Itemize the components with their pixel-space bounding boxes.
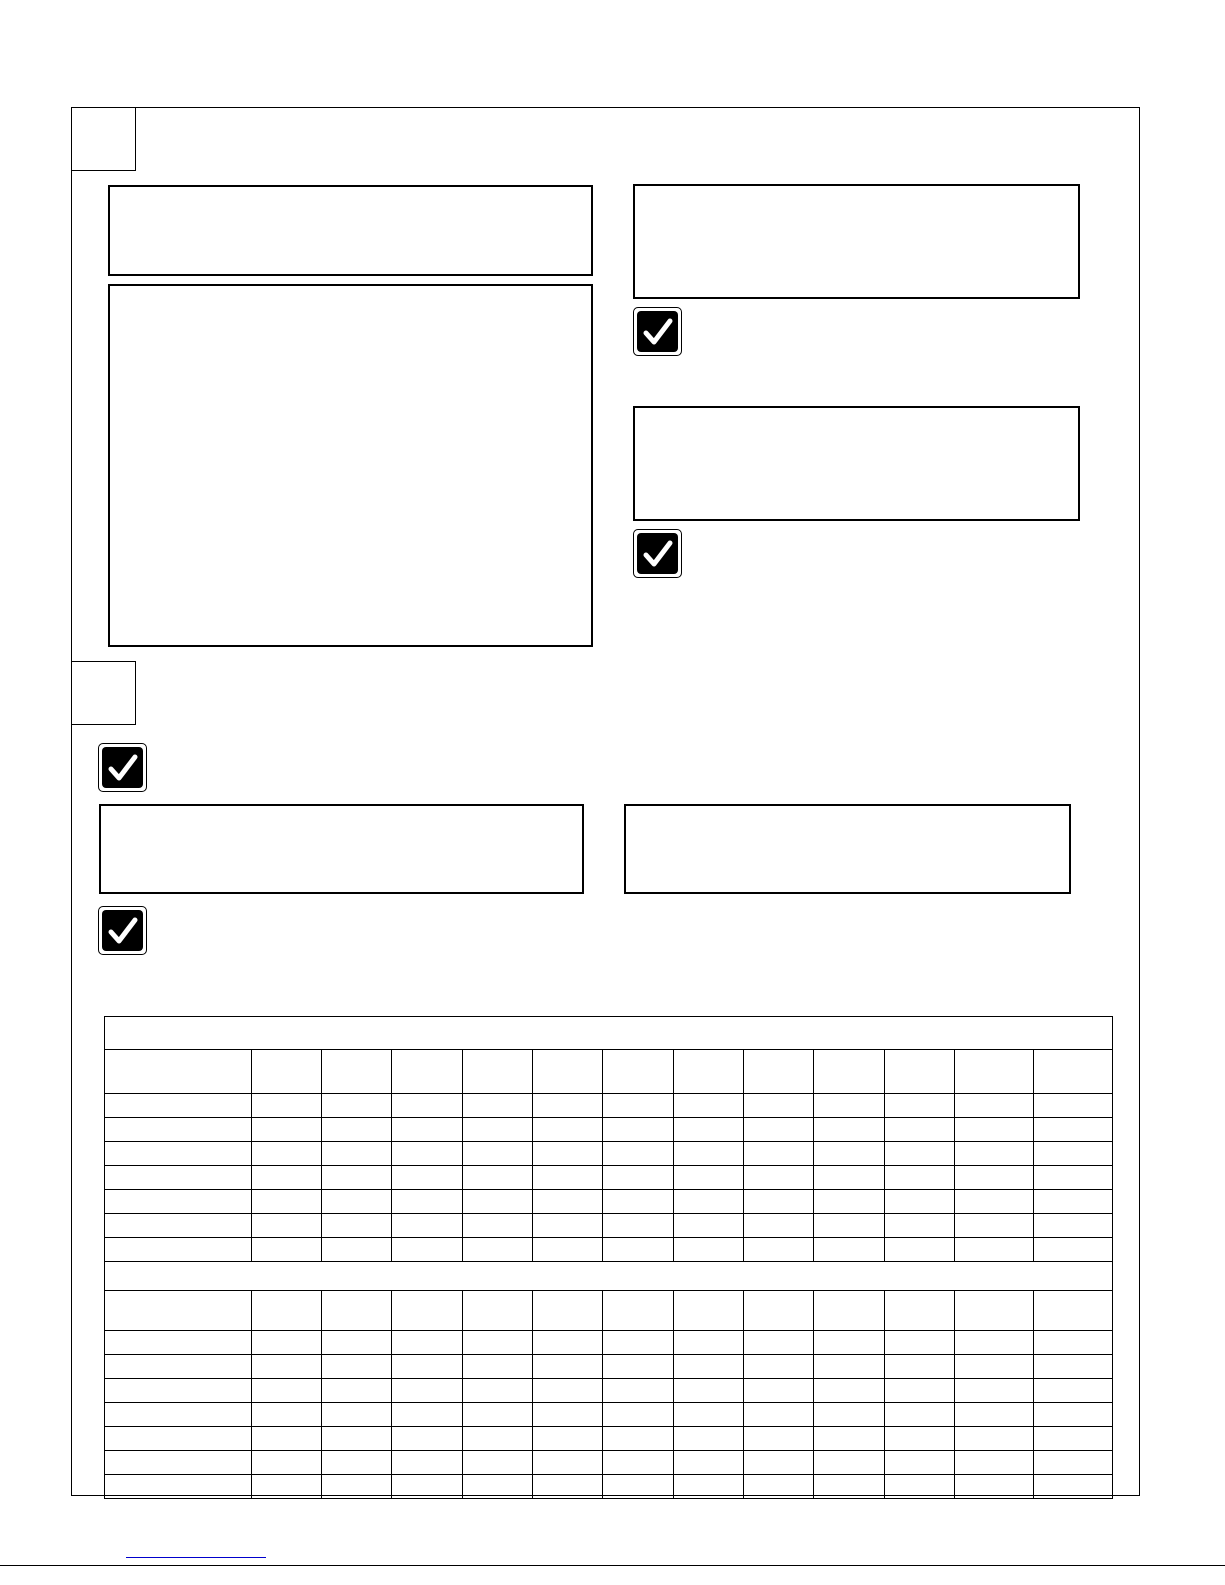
table-cell: [251, 1094, 321, 1118]
table-cell: [954, 1166, 1033, 1190]
table-cell: [884, 1142, 954, 1166]
table-cell: [603, 1214, 673, 1238]
footer-rule: [0, 1565, 1225, 1566]
table-cell: [322, 1214, 392, 1238]
table-section-title: [105, 1017, 1113, 1050]
table-header-cell: [462, 1291, 532, 1331]
table-cell: [884, 1331, 954, 1355]
table-cell: [954, 1214, 1033, 1238]
table-cell: [322, 1142, 392, 1166]
table-header-cell: [884, 1291, 954, 1331]
table-cell: [392, 1475, 462, 1499]
table-header-cell: [462, 1050, 532, 1094]
table-cell: [1034, 1214, 1113, 1238]
table-cell: [603, 1355, 673, 1379]
table-cell: [105, 1142, 252, 1166]
table-cell: [673, 1094, 743, 1118]
table-cell: [533, 1451, 603, 1475]
table-cell: [392, 1190, 462, 1214]
table-cell: [814, 1166, 884, 1190]
table-cell: [954, 1238, 1033, 1262]
table-cell: [743, 1166, 813, 1190]
table-cell: [533, 1238, 603, 1262]
table-cell: [322, 1118, 392, 1142]
table-section-title: [105, 1262, 1113, 1291]
table-row: [105, 1190, 1113, 1214]
table-row: [105, 1094, 1113, 1118]
table-cell: [392, 1331, 462, 1355]
table-cell: [954, 1094, 1033, 1118]
table-cell: [322, 1427, 392, 1451]
table-header-cell: [743, 1291, 813, 1331]
table-cell: [251, 1238, 321, 1262]
table-cell: [462, 1475, 532, 1499]
table-cell: [814, 1427, 884, 1451]
table-cell: [814, 1190, 884, 1214]
table-header-cell: [814, 1291, 884, 1331]
table-cell: [251, 1451, 321, 1475]
table-cell: [251, 1403, 321, 1427]
text-box-lower-left: [99, 804, 584, 894]
table-cell: [1034, 1094, 1113, 1118]
table-cell: [884, 1355, 954, 1379]
table-cell: [673, 1118, 743, 1142]
table-cell: [743, 1451, 813, 1475]
table-cell: [884, 1166, 954, 1190]
table-cell: [462, 1379, 532, 1403]
table-section-title-cell: [105, 1017, 1113, 1050]
table-cell: [884, 1379, 954, 1403]
table-cell: [1034, 1427, 1113, 1451]
table-cell: [884, 1118, 954, 1142]
text-box-top-left: [108, 185, 593, 276]
table-cell: [603, 1451, 673, 1475]
table-cell: [814, 1475, 884, 1499]
table-cell: [954, 1355, 1033, 1379]
table-cell: [462, 1355, 532, 1379]
table-cell: [392, 1214, 462, 1238]
table-cell: [322, 1355, 392, 1379]
table-cell: [603, 1379, 673, 1403]
table-cell: [673, 1166, 743, 1190]
table-cell: [1034, 1475, 1113, 1499]
table-cell: [392, 1379, 462, 1403]
table-header-cell: [743, 1050, 813, 1094]
table-header-cell: [603, 1291, 673, 1331]
table-cell: [462, 1331, 532, 1355]
table-cell: [673, 1379, 743, 1403]
table-cell: [884, 1403, 954, 1427]
table-cell: [322, 1238, 392, 1262]
table-cell: [462, 1427, 532, 1451]
table-cell: [743, 1403, 813, 1427]
table-header-cell: [392, 1050, 462, 1094]
table-cell: [322, 1331, 392, 1355]
table-cell: [462, 1190, 532, 1214]
text-box-large: [108, 284, 593, 647]
spec-table: [104, 1016, 1113, 1499]
table-cell: [251, 1142, 321, 1166]
table-cell: [322, 1166, 392, 1190]
text-box-lower-right: [624, 804, 1071, 894]
step-number-box-1: [71, 107, 136, 171]
table-cell: [251, 1118, 321, 1142]
table-cell: [533, 1094, 603, 1118]
table-cell: [251, 1427, 321, 1451]
table-cell: [392, 1403, 462, 1427]
table-cell: [673, 1190, 743, 1214]
table-cell: [743, 1214, 813, 1238]
table-header-cell: [533, 1050, 603, 1094]
table-cell: [533, 1427, 603, 1451]
table-cell: [105, 1190, 252, 1214]
table-row: [105, 1331, 1113, 1355]
table-header-cell: [603, 1050, 673, 1094]
table-section-title-cell: [105, 1262, 1113, 1291]
table-header-cell: [322, 1050, 392, 1094]
table-cell: [603, 1238, 673, 1262]
table-row: [105, 1118, 1113, 1142]
table-cell: [462, 1142, 532, 1166]
table-cell: [105, 1355, 252, 1379]
table-cell: [673, 1331, 743, 1355]
checkmark-icon: [98, 743, 147, 792]
table-header-row: [105, 1291, 1113, 1331]
table-cell: [533, 1190, 603, 1214]
table-cell: [673, 1427, 743, 1451]
table-cell: [743, 1118, 813, 1142]
text-box-right-1: [633, 184, 1080, 299]
table-row: [105, 1403, 1113, 1427]
table-row: [105, 1427, 1113, 1451]
table-cell: [1034, 1118, 1113, 1142]
table-cell: [392, 1118, 462, 1142]
table-cell: [251, 1379, 321, 1403]
table-cell: [603, 1427, 673, 1451]
table-cell: [105, 1118, 252, 1142]
table-cell: [814, 1355, 884, 1379]
table-cell: [743, 1475, 813, 1499]
table-cell: [533, 1166, 603, 1190]
table-cell: [533, 1475, 603, 1499]
table-cell: [603, 1331, 673, 1355]
table-header-cell: [1034, 1050, 1113, 1094]
table-cell: [954, 1118, 1033, 1142]
table-cell: [105, 1379, 252, 1403]
table-header-cell: [322, 1291, 392, 1331]
table-cell: [884, 1094, 954, 1118]
table-cell: [814, 1403, 884, 1427]
table-cell: [1034, 1451, 1113, 1475]
table-cell: [533, 1142, 603, 1166]
step-number-box-2: [71, 661, 136, 725]
table-cell: [251, 1475, 321, 1499]
table-cell: [533, 1355, 603, 1379]
table-cell: [105, 1094, 252, 1118]
table-cell: [105, 1238, 252, 1262]
table-cell: [814, 1118, 884, 1142]
table-cell: [673, 1355, 743, 1379]
table-cell: [251, 1331, 321, 1355]
table-cell: [673, 1238, 743, 1262]
table-cell: [884, 1451, 954, 1475]
table-header-cell: [954, 1291, 1033, 1331]
table-cell: [673, 1142, 743, 1166]
table-cell: [105, 1451, 252, 1475]
table-cell: [603, 1403, 673, 1427]
table-cell: [392, 1451, 462, 1475]
table-cell: [462, 1094, 532, 1118]
table-cell: [462, 1451, 532, 1475]
table-cell: [814, 1379, 884, 1403]
table-header-cell: [814, 1050, 884, 1094]
table-cell: [533, 1118, 603, 1142]
table-cell: [603, 1094, 673, 1118]
table-cell: [743, 1238, 813, 1262]
table-cell: [814, 1094, 884, 1118]
table-cell: [743, 1355, 813, 1379]
table-cell: [743, 1331, 813, 1355]
table-cell: [105, 1403, 252, 1427]
table-cell: [392, 1355, 462, 1379]
table-row: [105, 1238, 1113, 1262]
table-header-cell: [251, 1050, 321, 1094]
table-cell: [673, 1403, 743, 1427]
checkmark-icon: [633, 307, 682, 356]
table-cell: [814, 1331, 884, 1355]
table-header-cell: [251, 1291, 321, 1331]
table-header-cell: [954, 1050, 1033, 1094]
table-cell: [462, 1214, 532, 1238]
table-cell: [743, 1190, 813, 1214]
table-cell: [1034, 1238, 1113, 1262]
table-cell: [814, 1238, 884, 1262]
table-cell: [322, 1379, 392, 1403]
table-cell: [322, 1190, 392, 1214]
table-cell: [884, 1238, 954, 1262]
table-cell: [954, 1403, 1033, 1427]
table-cell: [1034, 1403, 1113, 1427]
table-cell: [954, 1427, 1033, 1451]
table-cell: [322, 1475, 392, 1499]
table-cell: [533, 1214, 603, 1238]
table-cell: [603, 1166, 673, 1190]
table-header-cell: [392, 1291, 462, 1331]
table-cell: [392, 1094, 462, 1118]
table-header-cell: [105, 1050, 252, 1094]
table-cell: [533, 1379, 603, 1403]
table-header-cell: [533, 1291, 603, 1331]
table-cell: [251, 1214, 321, 1238]
table-cell: [251, 1355, 321, 1379]
table-cell: [814, 1142, 884, 1166]
table-cell: [105, 1214, 252, 1238]
table-cell: [105, 1166, 252, 1190]
table-row: [105, 1142, 1113, 1166]
table-cell: [105, 1427, 252, 1451]
table-cell: [251, 1166, 321, 1190]
table-header-cell: [673, 1291, 743, 1331]
table-header-row: [105, 1050, 1113, 1094]
table-cell: [743, 1142, 813, 1166]
table-cell: [743, 1379, 813, 1403]
table-row: [105, 1166, 1113, 1190]
table-cell: [1034, 1331, 1113, 1355]
table-cell: [322, 1451, 392, 1475]
checkmark-icon: [98, 906, 147, 955]
table-cell: [462, 1118, 532, 1142]
table-cell: [1034, 1166, 1113, 1190]
table-header-cell: [105, 1291, 252, 1331]
table-cell: [603, 1142, 673, 1166]
table-cell: [884, 1214, 954, 1238]
table-cell: [954, 1331, 1033, 1355]
table-cell: [884, 1427, 954, 1451]
table-cell: [603, 1118, 673, 1142]
table-cell: [954, 1451, 1033, 1475]
table-cell: [673, 1214, 743, 1238]
footer-link[interactable]: [126, 1557, 266, 1558]
table-cell: [533, 1403, 603, 1427]
table-row: [105, 1214, 1113, 1238]
table-row: [105, 1451, 1113, 1475]
table-cell: [462, 1238, 532, 1262]
table-header-cell: [673, 1050, 743, 1094]
table-cell: [105, 1475, 252, 1499]
table-row: [105, 1379, 1113, 1403]
table-cell: [533, 1331, 603, 1355]
table-cell: [954, 1190, 1033, 1214]
table-header-cell: [884, 1050, 954, 1094]
table-row: [105, 1475, 1113, 1499]
table-header-cell: [1034, 1291, 1113, 1331]
table-cell: [673, 1475, 743, 1499]
text-box-right-2: [633, 406, 1080, 521]
table-cell: [954, 1379, 1033, 1403]
table-cell: [1034, 1190, 1113, 1214]
table-cell: [884, 1190, 954, 1214]
table-cell: [1034, 1355, 1113, 1379]
table-cell: [814, 1214, 884, 1238]
table-cell: [322, 1094, 392, 1118]
table-cell: [743, 1094, 813, 1118]
table-cell: [673, 1451, 743, 1475]
table-cell: [743, 1427, 813, 1451]
table-cell: [105, 1331, 252, 1355]
table-cell: [884, 1475, 954, 1499]
table-cell: [392, 1142, 462, 1166]
table-cell: [322, 1403, 392, 1427]
checkmark-icon: [633, 529, 682, 578]
table-cell: [1034, 1142, 1113, 1166]
table-row: [105, 1355, 1113, 1379]
table-cell: [954, 1475, 1033, 1499]
table-cell: [603, 1475, 673, 1499]
table-cell: [392, 1238, 462, 1262]
table-cell: [392, 1166, 462, 1190]
table-cell: [954, 1142, 1033, 1166]
table-cell: [1034, 1379, 1113, 1403]
table-cell: [603, 1190, 673, 1214]
table-cell: [392, 1427, 462, 1451]
table-cell: [814, 1451, 884, 1475]
table-cell: [462, 1166, 532, 1190]
table-cell: [462, 1403, 532, 1427]
table-cell: [251, 1190, 321, 1214]
